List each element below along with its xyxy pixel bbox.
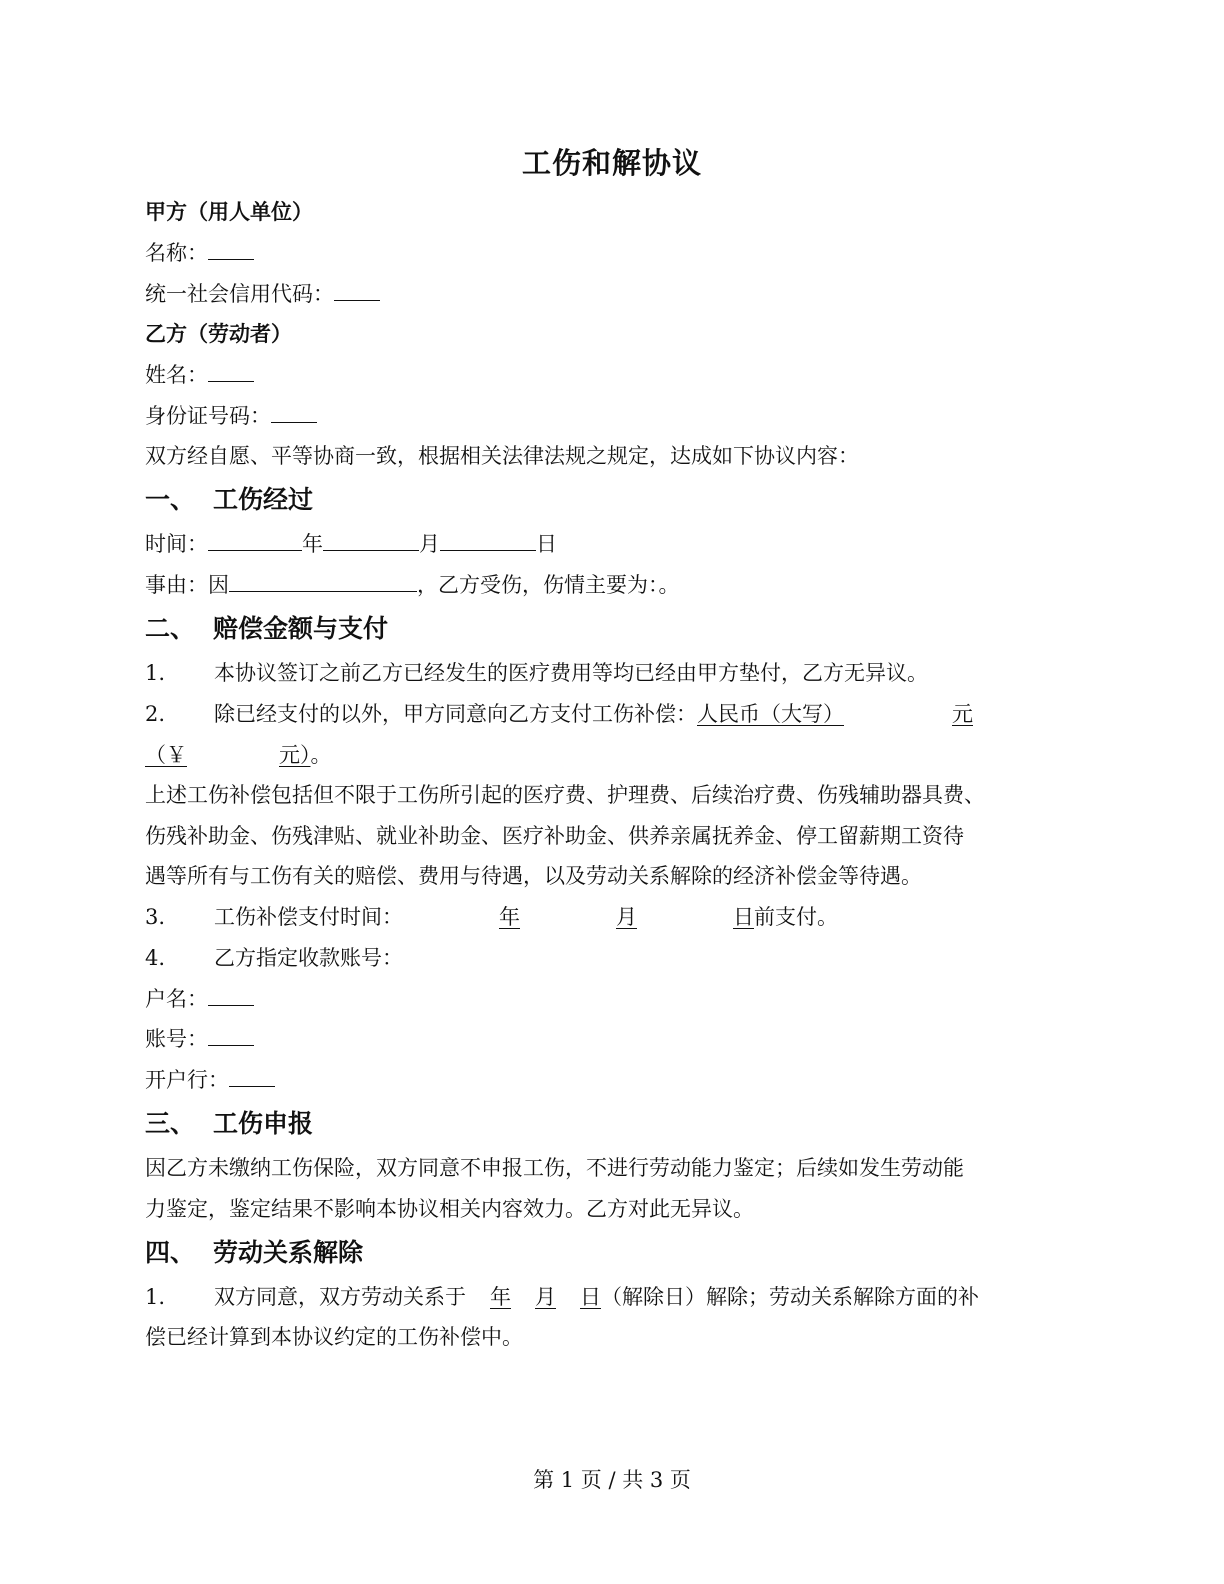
injury-day-label: 日 bbox=[536, 532, 557, 556]
party-a-credit-code-label: 统一社会信用代码： bbox=[145, 282, 334, 306]
party-a-name-blank[interactable] bbox=[208, 239, 254, 260]
item-number: 4. bbox=[145, 946, 166, 970]
section-3-line-1: 因乙方未缴纳工伤保险，双方同意不申报工伤，不进行劳动能力鉴定；后续如发生劳动能 bbox=[145, 1156, 964, 1180]
account-number-label: 账号： bbox=[145, 1027, 208, 1051]
injury-month-label: 月 bbox=[419, 532, 440, 556]
section-4-title: 劳动关系解除 bbox=[213, 1238, 364, 1267]
amount-end: 。 bbox=[310, 743, 332, 767]
section-3-title: 工伤申报 bbox=[213, 1109, 314, 1138]
amount-cn-label: 人民币（大写） bbox=[697, 702, 844, 726]
section-2-item-4 bbox=[145, 943, 403, 973]
party-b-name-label: 姓名： bbox=[145, 363, 208, 387]
section-1-number: 一、 bbox=[145, 485, 196, 514]
party-a-name-label: 名称： bbox=[145, 241, 208, 265]
injury-year-blank[interactable] bbox=[208, 530, 302, 551]
section-2-number: 二、 bbox=[145, 614, 196, 643]
party-a-credit-code-blank[interactable] bbox=[334, 280, 380, 301]
party-a-heading: 甲方（用人单位） bbox=[145, 199, 313, 224]
section-4-item-1-line-2: 偿已经计算到本协议约定的工伤补偿中。 bbox=[145, 1325, 523, 1349]
section-3-number: 三、 bbox=[145, 1109, 196, 1138]
account-number-field bbox=[145, 1024, 254, 1054]
termination-day-label: 日 bbox=[580, 1285, 601, 1309]
compensation-amount-cn-field[interactable] bbox=[697, 702, 973, 726]
section-4-number: 四、 bbox=[145, 1238, 196, 1267]
section-2-heading bbox=[145, 612, 388, 646]
page-footer: 第 1 页 / 共 3 页 bbox=[533, 1468, 691, 1492]
injury-time-label: 时间： bbox=[145, 532, 208, 556]
account-number-blank[interactable] bbox=[208, 1025, 254, 1046]
payment-month-label: 月 bbox=[616, 905, 637, 929]
termination-rest: （解除日）解除；劳动关系解除方面的补 bbox=[601, 1285, 979, 1309]
party-b-id-blank[interactable] bbox=[271, 402, 317, 423]
amount-num-prefix: （￥ bbox=[145, 743, 187, 767]
party-b-id-label: 身份证号码： bbox=[145, 404, 271, 428]
item-number: 3. bbox=[145, 905, 166, 929]
party-b-id-field bbox=[145, 401, 317, 431]
party-b-name-field bbox=[145, 360, 254, 390]
section-2-item-3 bbox=[145, 902, 838, 932]
payment-day-label: 日 bbox=[733, 905, 754, 929]
account-name-label: 户名： bbox=[145, 987, 208, 1011]
compensation-amount-num-line bbox=[145, 740, 332, 770]
termination-month-label: 月 bbox=[535, 1285, 556, 1309]
bank-label: 开户行： bbox=[145, 1068, 229, 1092]
termination-year-label: 年 bbox=[490, 1285, 511, 1309]
item-number: 2. bbox=[145, 702, 166, 726]
item-number: 1. bbox=[145, 1285, 166, 1309]
party-a-name-field bbox=[145, 238, 254, 268]
injury-reason-suffix: ，乙方受伤，伤情主要为：。 bbox=[417, 573, 680, 597]
document-title: 工伤和解协议 bbox=[521, 146, 702, 180]
compensation-scope-line-1: 上述工伤补偿包括但不限于工伤所引起的医疗费、护理费、后续治疗费、伤残辅助器具费、 bbox=[145, 783, 985, 807]
item-text: 乙方指定收款账号： bbox=[214, 946, 403, 970]
injury-time-field bbox=[145, 529, 557, 559]
intro-paragraph: 双方经自愿、平等协商一致，根据相关法律法规之规定，达成如下协议内容： bbox=[145, 444, 859, 468]
party-b-name-blank[interactable] bbox=[208, 361, 254, 382]
section-3-heading bbox=[145, 1107, 313, 1141]
item-text: 双方同意，双方劳动关系于 bbox=[214, 1285, 466, 1309]
injury-year-label: 年 bbox=[302, 532, 323, 556]
termination-date-field[interactable] bbox=[466, 1285, 601, 1309]
section-2-item-2 bbox=[145, 699, 973, 729]
party-b-heading: 乙方（劳动者） bbox=[145, 321, 292, 346]
item-text: 本协议签订之前乙方已经发生的医疗费用等均已经由甲方垫付，乙方无异议。 bbox=[214, 661, 928, 685]
compensation-scope-line-3: 遇等所有与工伤有关的赔偿、费用与待遇，以及劳动关系解除的经济补偿金等待遇。 bbox=[145, 864, 922, 888]
section-2-title: 赔偿金额与支付 bbox=[213, 614, 389, 643]
item-text: 工伤补偿支付时间： bbox=[214, 905, 403, 929]
account-name-blank[interactable] bbox=[208, 985, 254, 1006]
compensation-amount-num-field[interactable] bbox=[145, 743, 311, 767]
item-number: 1. bbox=[145, 661, 166, 685]
payment-end: 前支付。 bbox=[754, 905, 838, 929]
item-text: 除已经支付的以外，甲方同意向乙方支付工伤补偿： bbox=[214, 702, 697, 726]
injury-month-blank[interactable] bbox=[323, 530, 419, 551]
account-name-field bbox=[145, 984, 254, 1014]
payment-year-label: 年 bbox=[499, 905, 520, 929]
injury-reason-prefix: 事由：因 bbox=[145, 573, 229, 597]
amount-cn-unit: 元 bbox=[952, 702, 973, 726]
injury-reason-field bbox=[145, 570, 680, 600]
payment-date-field[interactable] bbox=[403, 905, 754, 929]
amount-num-suffix: 元） bbox=[279, 743, 311, 767]
section-4-item-1 bbox=[145, 1282, 979, 1312]
bank-field bbox=[145, 1065, 275, 1095]
section-2-item-1 bbox=[145, 658, 928, 688]
party-a-credit-code-field bbox=[145, 279, 380, 309]
section-4-heading bbox=[145, 1236, 363, 1270]
compensation-scope-line-2: 伤残补助金、伤残津贴、就业补助金、医疗补助金、供养亲属抚养金、停工留薪期工资待 bbox=[145, 824, 964, 848]
section-3-line-2: 力鉴定，鉴定结果不影响本协议相关内容效力。乙方对此无异议。 bbox=[145, 1197, 754, 1221]
section-1-heading bbox=[145, 483, 313, 517]
section-1-title: 工伤经过 bbox=[213, 485, 314, 514]
bank-blank[interactable] bbox=[229, 1066, 275, 1087]
injury-day-blank[interactable] bbox=[440, 530, 536, 551]
injury-reason-blank[interactable] bbox=[229, 571, 417, 592]
